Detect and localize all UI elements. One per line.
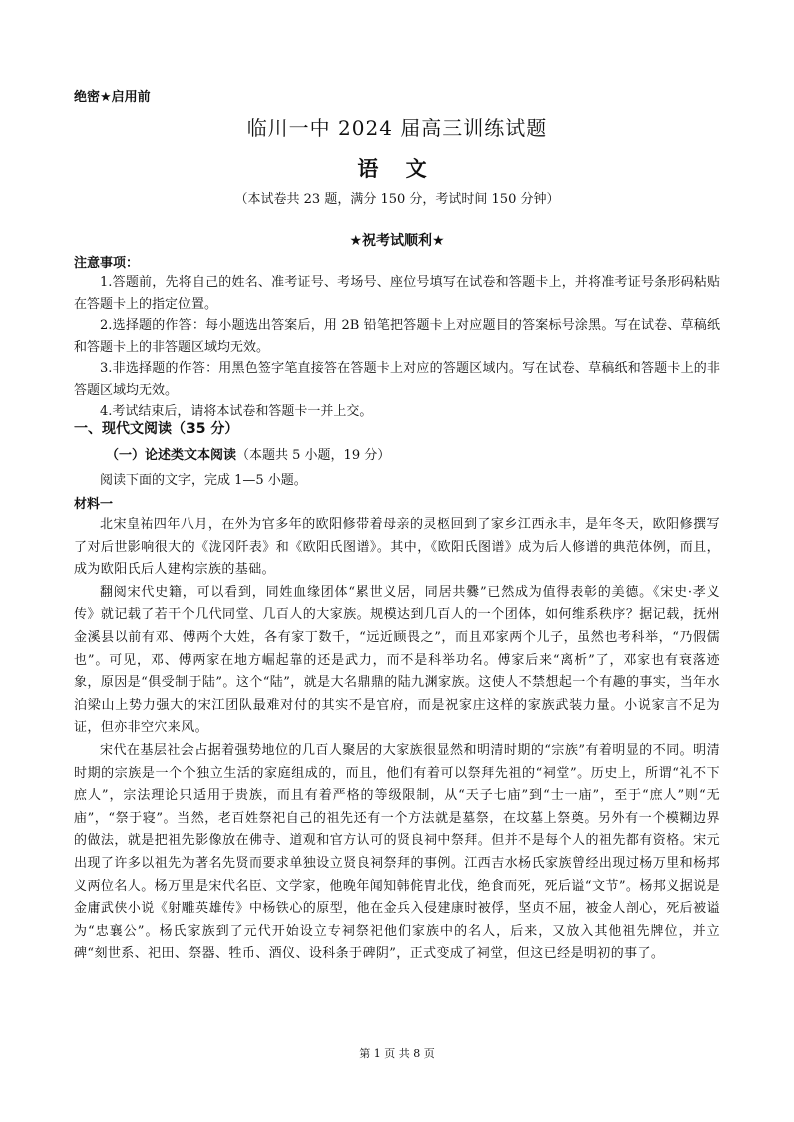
reading-instruction: 阅读下面的文字，完成 1—5 小题。: [100, 473, 307, 488]
notice-heading: 注意事项：: [74, 256, 140, 271]
subsection-heading: [106, 444, 390, 463]
notice-item: 4.考试结束后，请将本试卷和答题卡一并上交。: [100, 404, 373, 419]
material-label: 材料一: [74, 497, 114, 512]
notice-item: 2.选择题的作答：每小题选出答案后，用 2B 铅笔把答题卡上对应题目的答案标号涂黑。写在试卷、草稿纸和答题卡上的非答题区域均无效。: [74, 318, 720, 355]
passage-paragraph: 宋代在基层社会占据着强势地位的几百人聚居的大家族很显然和明清时期的“宗族”有着明显的不同。明清时期的宗族是一个个独立生活的家庭组成的，而且，他们有着可以祭拜先祖的“祠堂”。历史上，所谓“礼不下庶人”，宗法理论只适用于贵族，而且有着严格的等级限制，从“天子七庙”到“士一庙”，至于“庶人”则“无庙”，“祭于寝”。当然，老百姓祭祀自己的祖先还有一个方法就是墓祭，在坟墓上祭奠。另外有一个模糊边界的做法，就是把祖先影像放在佛寺、道观和官方认可的贤良祠中祭拜。但并不是每个人的祖先都有资格。宋元出现了许多以祖先为著名先贤而要求单独设立贤良祠祭拜的事例。江西吉水杨氏家族曾经出现过杨万里和杨邦义两位名人。杨万里是宋代名臣、文学家，他晚年闻知韩侂胄北伐，绝食而死，死后谥“文节”。杨邦义据说是金庸武侠小说《射雕英雄传》中杨铁心的原型，他在金兵入侵建康时被俘，坚贞不屈，被金人剖心，死后被谥为“忠襄公”。杨氏家族到了元代开始设立专祠祭祀他们家族中的名人，后来，又放入其他祖先牌位，并立碑“刻世系、祀田、祭器、牲币、酒仪、设科条于碑阴”，正式变成了祠堂，但这已经是明初的事了。: [74, 742, 720, 962]
subject-title: 语 文: [357, 157, 437, 181]
subsection-title: （一）论述类文本阅读: [106, 448, 237, 463]
exam-title: 临川一中 2024 届高三训练试题: [246, 116, 548, 140]
subsection-note: （本题共 5 小题，19 分）: [236, 448, 391, 463]
notice-list: [74, 272, 720, 423]
notice-item: 3.非选择题的作答：用黑色签字笔直接答在答题卡上对应的答题区域内。写在试卷、草稿纸和答题卡上的非答题区域均无效。: [74, 361, 720, 398]
passage-paragraph: 翻阅宋代史籍，可以看到，同姓血缘团体“累世义居，同居共爨”已然成为值得表彰的美德。《宋史·孝义传》就记载了若干个几代同堂、几百人的大家族。规模达到几百人的一个团体，如何维系秩序？据记载，抚州金溪县以前有邓、傅两个大姓，各有家丁数千，“远近顾畏之”，而且邓家两个儿子，虽然也考科举，“乃假儒也”。可见，邓、傅两家在地方崛起靠的还是武力，而不是科举功名。傅家后来“离析”了，邓家也有衰落迹象，原因是“俱受制于陆”。这个“陆”，就是大名鼎鼎的陆九渊家族。这使人不禁想起一个有趣的事实，当年水泊梁山上势力强大的宋江团队最难对付的其实不是官府，而是祝家庄这样的家族武装力量。小说家言不足为证，但亦非空穴来风。: [74, 584, 720, 736]
passage-paragraph: 北宋皇祐四年八月，在外为官多年的欧阳修带着母亲的灵柩回到了家乡江西永丰，是年冬天，欧阳修撰写了对后世影响很大的《泷冈阡表》和《欧阳氏图谱》。其中，《欧阳氏图谱》成为后人修谱的典范体例，而且，成为欧阳氏后人建构宗族的基础。: [74, 517, 720, 578]
page-number: 第 1 页 共 8 页: [359, 1047, 435, 1060]
notice-item: 1.答题前，先将自己的姓名、准考证号、考场号、座位号填写在试卷和答题卡上，并将准考证号条形码粘贴在答题卡上的指定位置。: [74, 275, 720, 312]
reading-passage: [74, 514, 720, 966]
confidential-label: 绝密★启用前: [74, 90, 151, 105]
exam-info: （本试卷共 23 题，满分 150 分，考试时间 150 分钟）: [234, 192, 560, 207]
good-luck-wish: ★祝考试顺利★: [349, 233, 445, 249]
section-heading: 一、现代文阅读（35 分）: [74, 421, 239, 437]
